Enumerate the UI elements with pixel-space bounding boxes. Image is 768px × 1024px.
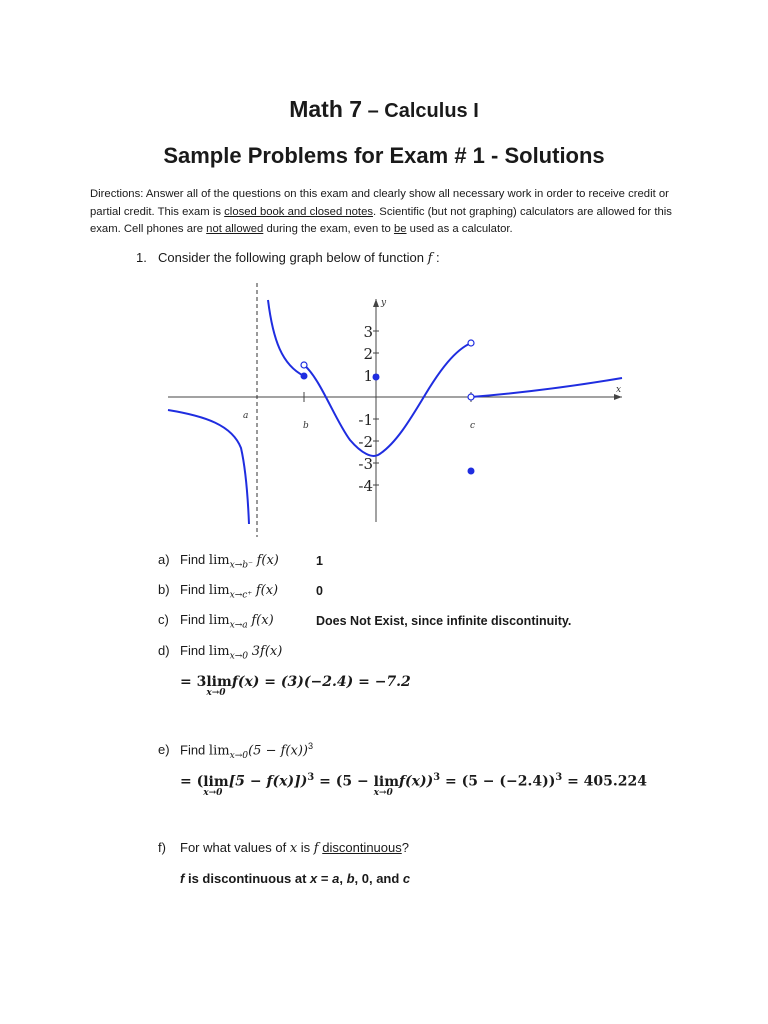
part-f-qmark: ? xyxy=(401,840,409,855)
part-c-sub: x→a xyxy=(229,620,248,631)
y-axis-arrow xyxy=(373,299,379,307)
part-b-sub: x→c⁺ xyxy=(229,590,253,601)
part-f-is: is xyxy=(297,840,314,855)
part-f-answer-x: x xyxy=(310,871,318,886)
document-subtitle: Sample Problems for Exam # 1 - Solutions xyxy=(163,143,605,168)
closed-point-zero xyxy=(373,374,380,381)
question-function: f xyxy=(427,251,433,266)
part-e-work-c: = (5 − xyxy=(314,773,374,790)
directions-closed-book: closed book and closed notes xyxy=(224,205,374,218)
closed-point-c xyxy=(468,468,475,475)
directions-text-1: Directions: Answer all of the questions on this exam and clearly show all necessary work in order to receive credit or partial credit. This exam is xyxy=(90,188,669,218)
part-d-label: d) xyxy=(158,643,170,658)
part-b xyxy=(158,582,278,601)
part-f-label: f) xyxy=(158,840,166,855)
part-c-label: c) xyxy=(158,612,169,627)
part-a-label: a) xyxy=(158,552,170,567)
part-c-answer: Does Not Exist, since infinite discontinuity. xyxy=(316,614,572,628)
y-tick-2: 2 xyxy=(363,345,373,363)
part-c-expr: f(x) xyxy=(251,613,274,628)
part-f-answer-and: , 0, and xyxy=(354,871,403,886)
course-number: Math 7 xyxy=(289,96,363,122)
part-e-work-under1: x→0 xyxy=(203,787,223,798)
part-d-lim: lim xyxy=(208,644,230,659)
title-dash: – xyxy=(362,100,385,122)
directions-be: be xyxy=(393,223,407,235)
part-e-work-exp2: 3 xyxy=(433,772,441,783)
part-c-prompt: Find xyxy=(180,612,209,627)
part-f-prompt: For what values of xyxy=(180,840,290,855)
part-e-exp: 3 xyxy=(307,741,314,751)
part-a-expr: f(x) xyxy=(256,553,279,568)
open-point-b xyxy=(301,362,307,368)
closed-point-b xyxy=(301,373,308,380)
part-e-work-a: = ( xyxy=(180,773,204,790)
part-b-lim: lim xyxy=(208,583,230,598)
y-tick-neg3: -3 xyxy=(358,455,373,473)
part-f-answer-comma1: , xyxy=(339,871,347,886)
part-c xyxy=(158,612,274,631)
part-f-fn: f xyxy=(313,841,319,856)
directions-text-4: used as a calculator. xyxy=(406,223,513,235)
directions-not-allowed: not allowed xyxy=(206,223,264,235)
part-a-answer: 1 xyxy=(316,554,323,568)
part-f-discontinuous: discontinuous xyxy=(322,840,402,855)
part-f-answer-f: f xyxy=(180,871,185,886)
part-b-prompt: Find xyxy=(180,582,209,597)
part-d-work-under: x→0 xyxy=(206,688,226,698)
part-d-work-post: f(x) = (3)(−2.4) = −7.2 xyxy=(231,674,411,690)
part-f-answer xyxy=(180,871,410,886)
part-b-label: b) xyxy=(158,582,170,597)
course-name: Calculus I xyxy=(384,100,479,122)
part-d-sub: x→0 xyxy=(229,651,249,662)
part-d-work xyxy=(180,674,411,698)
y-tick-neg2: -2 xyxy=(358,433,373,451)
part-f-answer-c: c xyxy=(402,871,411,886)
part-e-label: e) xyxy=(158,742,170,758)
part-a-prompt: Find xyxy=(180,552,209,567)
x-label-a: a xyxy=(243,411,249,421)
part-e-work-e: = (5 − (−2.4)) xyxy=(440,773,556,790)
y-tick-1: 1 xyxy=(363,367,373,385)
part-a-lim: lim xyxy=(208,553,230,568)
part-e-lim: lim xyxy=(208,743,230,759)
part-a xyxy=(158,552,279,571)
part-e-work-b: [5 − f(x)]) xyxy=(228,773,308,790)
question-text: Consider the following graph below of function xyxy=(158,250,428,265)
part-c-lim: lim xyxy=(208,613,230,628)
open-point-c-top xyxy=(468,340,474,346)
part-d-expr: 3f(x) xyxy=(251,644,283,659)
part-e-prompt: Find xyxy=(180,742,209,758)
part-b-expr: f(x) xyxy=(255,583,279,598)
part-d xyxy=(158,643,282,662)
part-a-sub: x→b⁻ xyxy=(229,560,253,571)
part-f xyxy=(158,840,409,856)
x-axis-label: x xyxy=(616,385,622,395)
part-b-answer: 0 xyxy=(316,584,323,598)
question-number: 1. xyxy=(136,250,147,265)
part-e-sub: x→0 xyxy=(229,750,249,761)
curve-left-of-a xyxy=(168,410,249,524)
question-colon: : xyxy=(432,250,440,265)
directions-text-3: during the exam, even to xyxy=(263,223,394,235)
part-e-work-under2: x→0 xyxy=(373,787,393,798)
y-tick-3: 3 xyxy=(363,323,373,341)
x-label-c: c xyxy=(470,421,476,431)
part-e-work-lim2: lim xyxy=(373,773,400,790)
part-f-answer-b: b xyxy=(346,871,355,886)
x-label-b: b xyxy=(303,421,309,431)
part-e-work-lim1: lim xyxy=(203,773,229,790)
directions-text-2: . Scientific (but not graphing) calculators are allowed for this exam. Cell phones are xyxy=(90,205,672,235)
part-e-work xyxy=(180,772,648,798)
part-f-answer-eq: = xyxy=(317,871,333,886)
curve-b-to-c xyxy=(304,343,471,456)
part-e-work-d: f(x)) xyxy=(399,773,434,790)
part-e xyxy=(158,741,313,761)
part-d-prompt: Find xyxy=(180,643,209,658)
y-axis-label: y xyxy=(381,298,387,308)
part-e-work-f: = 405.224 xyxy=(562,773,648,790)
part-f-answer-a: a xyxy=(332,871,340,886)
y-tick-neg4: -4 xyxy=(358,477,373,495)
part-d-work-lim: lim xyxy=(206,674,232,690)
part-d-work-pre: = 3 xyxy=(180,674,207,690)
part-f-answer-mid: is discontinuous at xyxy=(184,871,311,886)
curve-a-to-b xyxy=(268,300,304,376)
part-f-x: x xyxy=(289,841,298,856)
part-e-expr: (5 − f(x)) xyxy=(248,743,308,759)
open-point-c-axis xyxy=(468,394,474,400)
curve-right-of-c xyxy=(471,378,622,397)
part-e-work-exp1: 3 xyxy=(307,772,315,783)
part-e-work-exp3: 3 xyxy=(555,772,563,783)
y-tick-neg1: -1 xyxy=(358,411,373,429)
